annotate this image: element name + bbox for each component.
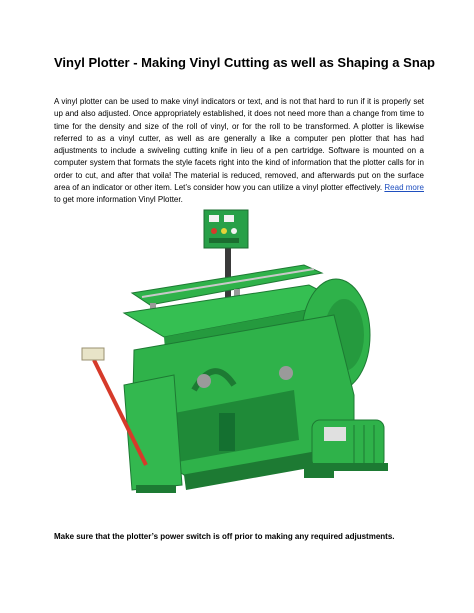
paragraph-text-end: to get more information Vinyl Plotter. (54, 195, 183, 205)
footer-note: Make sure that the plotter’s power switch is off prior to making any required adjustments. (54, 532, 395, 541)
die-cutting-machine-illustration (54, 185, 424, 510)
machine-image (54, 185, 424, 510)
page-title: Vinyl Plotter - Making Vinyl Cutting as well as Shaping a Snap (54, 55, 435, 70)
read-more-link[interactable]: Read more (384, 183, 424, 193)
paragraph-text: A vinyl plotter can be used to make vinyl indicators or text, and is not that hard to run if it is properly set up and also adjusted. Once appropriately established, it does not need more than a change from time to time for the density and size of the roll of vinyl, or for the roll to be transformed. A plotter is likewise referred to as a vinyl cutter, as well as are generally a like a computer pen plotter that has had adjustments to include a swiveling cutting knife in lieu of a pen cartridge. Software is mounted on a computer system that formats the style facets right into the kind of information that the plotter calls for in order to cut, and after that voila! The material is reduced, removed, and afterwards put on the surface area of an indicator or other item. Let’s consider how you can utilize a vinyl plotter effectively. (54, 97, 424, 193)
motor (312, 420, 384, 468)
